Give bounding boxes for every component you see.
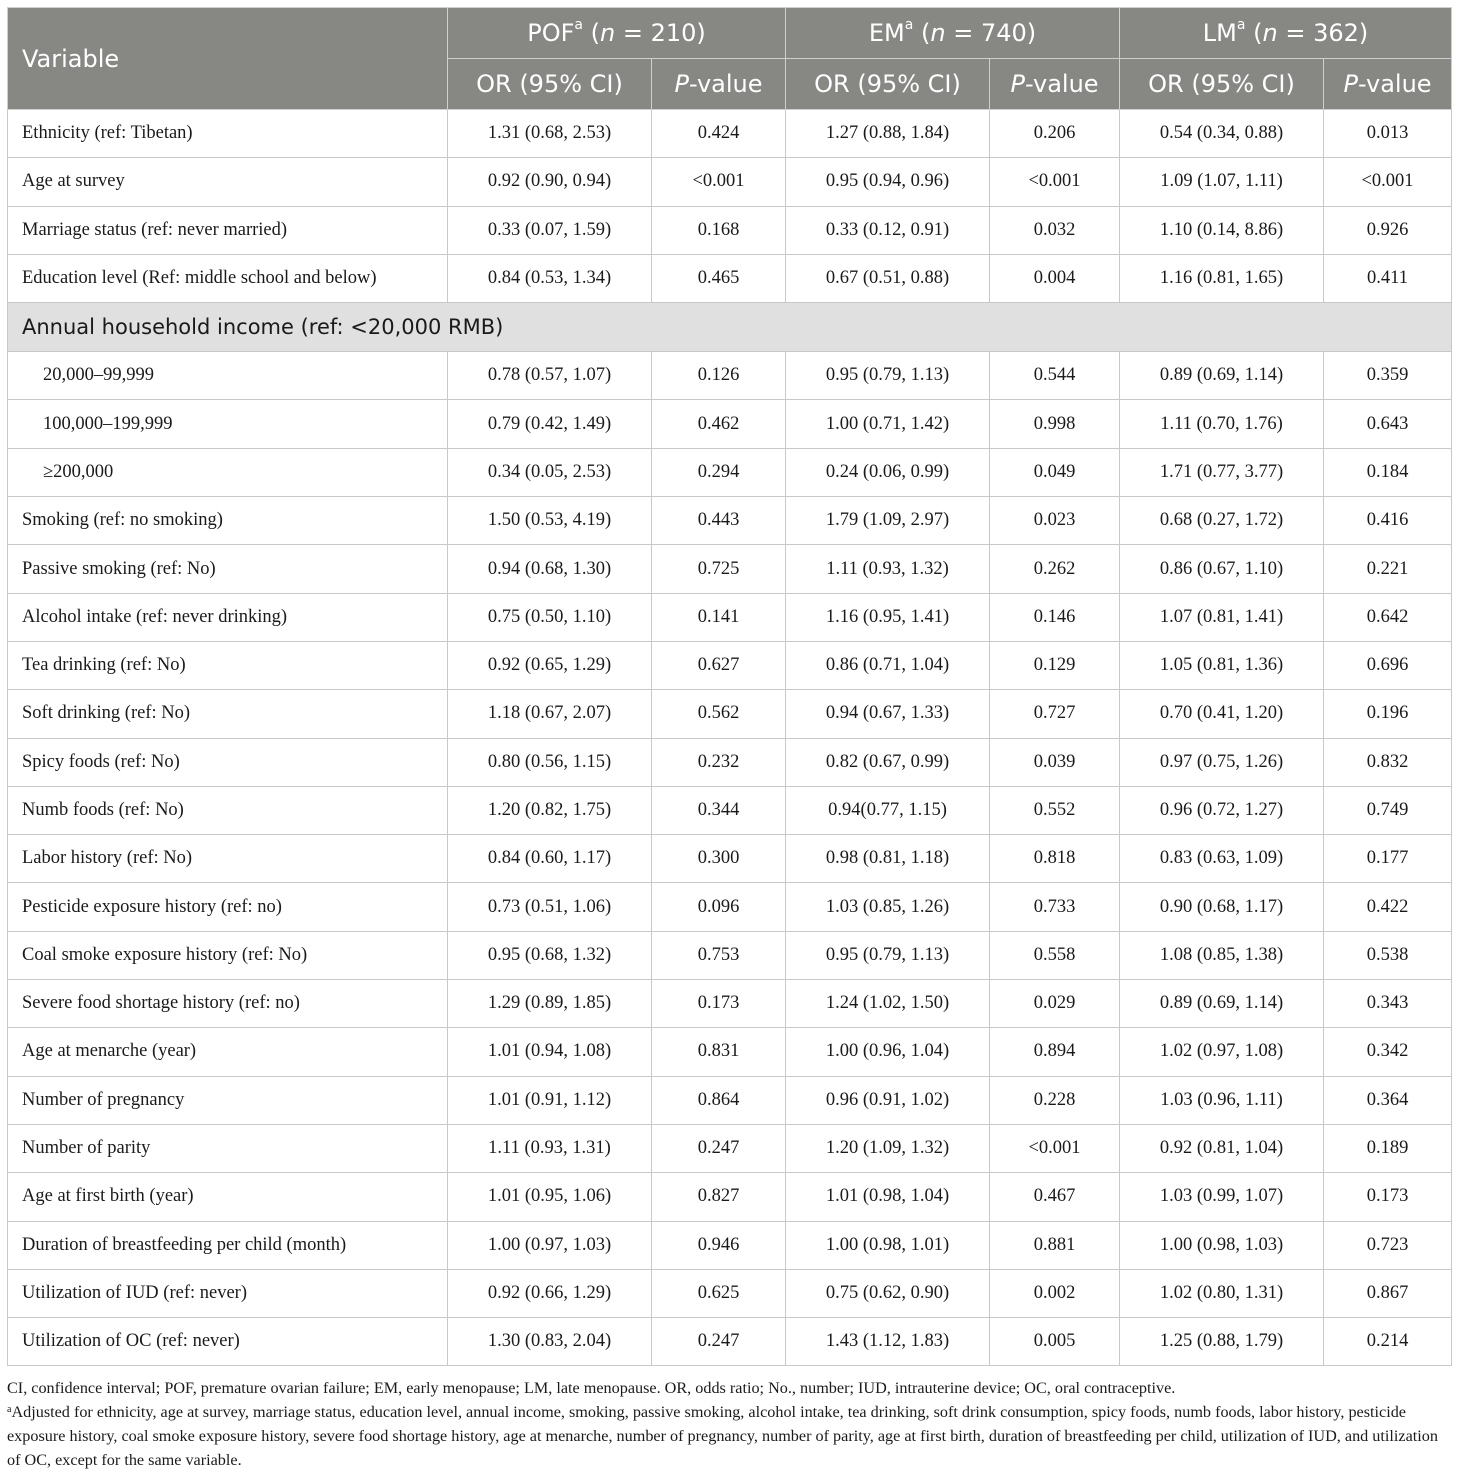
p-value-cell: 0.262 bbox=[990, 545, 1120, 593]
or-ci-cell: 1.08 (0.85, 1.38) bbox=[1120, 931, 1324, 979]
table-row bbox=[8, 931, 1452, 979]
or-ci-cell: 1.00 (0.71, 1.42) bbox=[786, 400, 990, 448]
p-value-cell: 0.005 bbox=[990, 1318, 1120, 1366]
p-value-cell: 0.168 bbox=[652, 206, 786, 254]
variable-label: Utilization of IUD (ref: never) bbox=[8, 1269, 448, 1317]
variable-label: Education level (Ref: middle school and below) bbox=[8, 254, 448, 302]
or-ci-cell: 0.95 (0.94, 0.96) bbox=[786, 158, 990, 206]
p-value-cell: <0.001 bbox=[652, 158, 786, 206]
p-value-cell: 0.032 bbox=[990, 206, 1120, 254]
table-row bbox=[8, 1173, 1452, 1221]
or-ci-cell: 0.95 (0.79, 1.13) bbox=[786, 931, 990, 979]
or-ci-cell: 1.00 (0.98, 1.03) bbox=[1120, 1221, 1324, 1269]
or-ci-cell: 0.95 (0.68, 1.32) bbox=[448, 931, 652, 979]
p-value-cell: 0.627 bbox=[652, 641, 786, 689]
p-value-cell: 0.946 bbox=[652, 1221, 786, 1269]
variable-label: Marriage status (ref: never married) bbox=[8, 206, 448, 254]
p-value-cell: 0.544 bbox=[990, 352, 1120, 400]
or-ci-cell: 0.80 (0.56, 1.15) bbox=[448, 738, 652, 786]
p-value-cell: 0.725 bbox=[652, 545, 786, 593]
p-value-cell: 0.642 bbox=[1324, 593, 1452, 641]
abbreviations-note: CI, confidence interval; POF, premature ovarian failure; EM, early menopause; LM, late menopause. OR, odds ratio; No., number; IUD, intrauterine device; OC, oral contraceptive. bbox=[7, 1379, 1176, 1397]
p-value-cell: 0.443 bbox=[652, 497, 786, 545]
variable-label: Coal smoke exposure history (ref: No) bbox=[8, 931, 448, 979]
section-label: Annual household income (ref: <20,000 RMB) bbox=[8, 303, 1452, 352]
group-header-pof: POF$^a$ (n = 210) bbox=[448, 8, 786, 59]
variable-label: Spicy foods (ref: No) bbox=[8, 738, 448, 786]
variable-column-header: Variable bbox=[8, 8, 448, 110]
variable-label: Age at menarche (year) bbox=[8, 1028, 448, 1076]
variable-label: Passive smoking (ref: No) bbox=[8, 545, 448, 593]
p-value-cell: 0.247 bbox=[652, 1318, 786, 1366]
p-value-cell: <0.001 bbox=[1324, 158, 1452, 206]
variable-label: Soft drinking (ref: No) bbox=[8, 690, 448, 738]
p-value-cell: 0.926 bbox=[1324, 206, 1452, 254]
variable-label: Alcohol intake (ref: never drinking) bbox=[8, 593, 448, 641]
variable-label: Severe food shortage history (ref: no) bbox=[8, 980, 448, 1028]
variable-label: Number of pregnancy bbox=[8, 1076, 448, 1124]
or-ci-cell: 0.68 (0.27, 1.72) bbox=[1120, 497, 1324, 545]
or-ci-cell: 1.01 (0.94, 1.08) bbox=[448, 1028, 652, 1076]
table-row bbox=[8, 738, 1452, 786]
or-ci-cell: 1.16 (0.95, 1.41) bbox=[786, 593, 990, 641]
p-value-cell: 0.228 bbox=[990, 1076, 1120, 1124]
p-value-cell: 0.416 bbox=[1324, 497, 1452, 545]
variable-label: Ethnicity (ref: Tibetan) bbox=[8, 110, 448, 158]
variable-label: Numb foods (ref: No) bbox=[8, 786, 448, 834]
p-value-cell: 0.343 bbox=[1324, 980, 1452, 1028]
table-row bbox=[8, 110, 1452, 158]
or-ci-cell: 1.27 (0.88, 1.84) bbox=[786, 110, 990, 158]
p-value-cell: 0.733 bbox=[990, 883, 1120, 931]
p-value-cell: 0.864 bbox=[652, 1076, 786, 1124]
p-value-cell: 0.424 bbox=[652, 110, 786, 158]
variable-label: Labor history (ref: No) bbox=[8, 835, 448, 883]
or-ci-cell: 1.11 (0.70, 1.76) bbox=[1120, 400, 1324, 448]
table-notes bbox=[7, 1376, 1455, 1472]
p-value-cell: 0.146 bbox=[990, 593, 1120, 641]
or-ci-cell: 1.00 (0.96, 1.04) bbox=[786, 1028, 990, 1076]
table-row bbox=[8, 1124, 1452, 1172]
or-ci-cell: 0.84 (0.53, 1.34) bbox=[448, 254, 652, 302]
or-ci-cell: 1.00 (0.97, 1.03) bbox=[448, 1221, 652, 1269]
p-value-cell: 0.196 bbox=[1324, 690, 1452, 738]
or-ci-cell: 0.89 (0.69, 1.14) bbox=[1120, 980, 1324, 1028]
or-ci-cell: 1.01 (0.95, 1.06) bbox=[448, 1173, 652, 1221]
or-ci-cell: 0.92 (0.66, 1.29) bbox=[448, 1269, 652, 1317]
p-value-cell: 0.998 bbox=[990, 400, 1120, 448]
p-value-cell: 0.462 bbox=[652, 400, 786, 448]
p-value-cell: 0.727 bbox=[990, 690, 1120, 738]
or-ci-cell: 0.84 (0.60, 1.17) bbox=[448, 835, 652, 883]
results-table-container bbox=[7, 7, 1451, 1366]
p-value-cell: 0.096 bbox=[652, 883, 786, 931]
table-row bbox=[8, 1318, 1452, 1366]
or-ci-cell: 1.01 (0.91, 1.12) bbox=[448, 1076, 652, 1124]
table-row bbox=[8, 593, 1452, 641]
variable-label: 100,000–199,999 bbox=[8, 400, 448, 448]
p-value-cell: <0.001 bbox=[990, 1124, 1120, 1172]
p-value-cell: 0.300 bbox=[652, 835, 786, 883]
p-value-cell: 0.723 bbox=[1324, 1221, 1452, 1269]
p-value-cell: 0.562 bbox=[652, 690, 786, 738]
or-ci-cell: 0.96 (0.72, 1.27) bbox=[1120, 786, 1324, 834]
table-row bbox=[8, 786, 1452, 834]
p-value-cell: 0.411 bbox=[1324, 254, 1452, 302]
p-value-cell: 0.221 bbox=[1324, 545, 1452, 593]
or-ci-cell: 1.09 (1.07, 1.11) bbox=[1120, 158, 1324, 206]
odds-ratio-table bbox=[7, 7, 1452, 1366]
or-ci-cell: 1.11 (0.93, 1.31) bbox=[448, 1124, 652, 1172]
p-value-cell: 0.538 bbox=[1324, 931, 1452, 979]
or-ci-cell: 0.97 (0.75, 1.26) bbox=[1120, 738, 1324, 786]
p-value-cell: 0.625 bbox=[652, 1269, 786, 1317]
variable-label: Tea drinking (ref: No) bbox=[8, 641, 448, 689]
table-row bbox=[8, 1028, 1452, 1076]
p-value-cell: 0.214 bbox=[1324, 1318, 1452, 1366]
p-value-cell: 0.867 bbox=[1324, 1269, 1452, 1317]
variable-label: Age at survey bbox=[8, 158, 448, 206]
p-value-cell: 0.342 bbox=[1324, 1028, 1452, 1076]
or-ci-cell: 1.05 (0.81, 1.36) bbox=[1120, 641, 1324, 689]
or-ci-cell: 0.34 (0.05, 2.53) bbox=[448, 448, 652, 496]
table-row bbox=[8, 352, 1452, 400]
or-ci-cell: 0.79 (0.42, 1.49) bbox=[448, 400, 652, 448]
p-value-cell: 0.359 bbox=[1324, 352, 1452, 400]
p-value-cell: 0.247 bbox=[652, 1124, 786, 1172]
table-row bbox=[8, 1076, 1452, 1124]
p-value-cell: 0.344 bbox=[652, 786, 786, 834]
p-value-cell: 0.141 bbox=[652, 593, 786, 641]
p-value-cell: 0.552 bbox=[990, 786, 1120, 834]
p-value-cell: 0.004 bbox=[990, 254, 1120, 302]
p-value-cell: 0.232 bbox=[652, 738, 786, 786]
p-value-cell: 0.049 bbox=[990, 448, 1120, 496]
p-value-cell: 0.831 bbox=[652, 1028, 786, 1076]
or-ci-cell: 1.03 (0.96, 1.11) bbox=[1120, 1076, 1324, 1124]
p-value-cell: 0.126 bbox=[652, 352, 786, 400]
table-body bbox=[8, 110, 1452, 1366]
p-value-cell: 0.173 bbox=[652, 980, 786, 1028]
or-ci-cell: 1.43 (1.12, 1.83) bbox=[786, 1318, 990, 1366]
or-ci-cell: 0.24 (0.06, 0.99) bbox=[786, 448, 990, 496]
or-ci-cell: 1.29 (0.89, 1.85) bbox=[448, 980, 652, 1028]
p-value-cell: 0.696 bbox=[1324, 641, 1452, 689]
or-ci-cell: 0.94 (0.68, 1.30) bbox=[448, 545, 652, 593]
or-ci-cell: 0.90 (0.68, 1.17) bbox=[1120, 883, 1324, 931]
group-header-lm: $LM^a$ (n = 362) bbox=[1120, 8, 1452, 59]
variable-label: Smoking (ref: no smoking) bbox=[8, 497, 448, 545]
p-value-cell: 0.818 bbox=[990, 835, 1120, 883]
or-ci-cell: 0.86 (0.67, 1.10) bbox=[1120, 545, 1324, 593]
table-row bbox=[8, 497, 1452, 545]
table-row bbox=[8, 835, 1452, 883]
p-value-cell: 0.206 bbox=[990, 110, 1120, 158]
or-ci-cell: 1.20 (1.09, 1.32) bbox=[786, 1124, 990, 1172]
p-value-cell: 0.184 bbox=[1324, 448, 1452, 496]
table-row bbox=[8, 448, 1452, 496]
or-ci-cell: 1.07 (0.81, 1.41) bbox=[1120, 593, 1324, 641]
or-ci-cell: 1.11 (0.93, 1.32) bbox=[786, 545, 990, 593]
or-ci-cell: 1.02 (0.97, 1.08) bbox=[1120, 1028, 1324, 1076]
p-value-cell: 0.177 bbox=[1324, 835, 1452, 883]
or-ci-cell: 0.83 (0.63, 1.09) bbox=[1120, 835, 1324, 883]
or-ci-cell: 0.54 (0.34, 0.88) bbox=[1120, 110, 1324, 158]
or-ci-cell: 1.71 (0.77, 3.77) bbox=[1120, 448, 1324, 496]
p-value-cell: 0.002 bbox=[990, 1269, 1120, 1317]
p-value-cell: 0.294 bbox=[652, 448, 786, 496]
or-ci-cell: 1.50 (0.53, 4.19) bbox=[448, 497, 652, 545]
or-ci-cell: 1.10 (0.14, 8.86) bbox=[1120, 206, 1324, 254]
table-row bbox=[8, 690, 1452, 738]
or-ci-cell: 1.20 (0.82, 1.75) bbox=[448, 786, 652, 834]
adjustment-footnote: $^a$Adjusted for ethnicity, age at survey, marriage status, education level, annual income, smoking, passive smoking, alcohol intake, tea drinking, soft drink consumption, spicy foods, numb foods, labor history, pesticide exposure history, coal smoke exposure history, severe food shortage history, age at menarche, number of pregnancy, number of parity, age at first birth, duration of breastfeeding per child, utilization of IUD, and utilization of OC, except for the same variable. bbox=[7, 1403, 1438, 1469]
or-ci-cell: 1.03 (0.85, 1.26) bbox=[786, 883, 990, 931]
or-ci-cell: 0.75 (0.62, 0.90) bbox=[786, 1269, 990, 1317]
or-ci-cell: 0.78 (0.57, 1.07) bbox=[448, 352, 652, 400]
table-row bbox=[8, 206, 1452, 254]
or-ci-cell: 1.25 (0.88, 1.79) bbox=[1120, 1318, 1324, 1366]
p-value-cell: 0.749 bbox=[1324, 786, 1452, 834]
or-ci-cell: 0.33 (0.07, 1.59) bbox=[448, 206, 652, 254]
p-value-cell: 0.827 bbox=[652, 1173, 786, 1221]
or-ci-header: OR (95% CI) bbox=[786, 59, 990, 110]
variable-label: Pesticide exposure history (ref: no) bbox=[8, 883, 448, 931]
variable-label: Duration of breastfeeding per child (month) bbox=[8, 1221, 448, 1269]
variable-label: Age at first birth (year) bbox=[8, 1173, 448, 1221]
or-ci-cell: 0.92 (0.81, 1.04) bbox=[1120, 1124, 1324, 1172]
p-value-header: P-value bbox=[652, 59, 786, 110]
or-ci-cell: 0.94(0.77, 1.15) bbox=[786, 786, 990, 834]
or-ci-cell: 1.01 (0.98, 1.04) bbox=[786, 1173, 990, 1221]
or-ci-header: OR (95% CI) bbox=[1120, 59, 1324, 110]
or-ci-cell: 0.86 (0.71, 1.04) bbox=[786, 641, 990, 689]
or-ci-cell: 0.96 (0.91, 1.02) bbox=[786, 1076, 990, 1124]
or-ci-header: OR (95% CI) bbox=[448, 59, 652, 110]
or-ci-cell: 0.75 (0.50, 1.10) bbox=[448, 593, 652, 641]
p-value-cell: <0.001 bbox=[990, 158, 1120, 206]
table-row bbox=[8, 254, 1452, 302]
or-ci-cell: 0.89 (0.69, 1.14) bbox=[1120, 352, 1324, 400]
or-ci-cell: 0.94 (0.67, 1.33) bbox=[786, 690, 990, 738]
table-row bbox=[8, 400, 1452, 448]
p-value-cell: 0.832 bbox=[1324, 738, 1452, 786]
group-header-em: $EM^a$ (n = 740) bbox=[786, 8, 1120, 59]
p-value-cell: 0.189 bbox=[1324, 1124, 1452, 1172]
p-value-cell: 0.558 bbox=[990, 931, 1120, 979]
or-ci-cell: 0.70 (0.41, 1.20) bbox=[1120, 690, 1324, 738]
or-ci-cell: 1.02 (0.80, 1.31) bbox=[1120, 1269, 1324, 1317]
section-row-income bbox=[8, 303, 1452, 352]
or-ci-cell: 0.67 (0.51, 0.88) bbox=[786, 254, 990, 302]
or-ci-cell: 0.33 (0.12, 0.91) bbox=[786, 206, 990, 254]
or-ci-cell: 1.16 (0.81, 1.65) bbox=[1120, 254, 1324, 302]
or-ci-cell: 1.79 (1.09, 2.97) bbox=[786, 497, 990, 545]
or-ci-cell: 1.31 (0.68, 2.53) bbox=[448, 110, 652, 158]
p-value-cell: 0.129 bbox=[990, 641, 1120, 689]
or-ci-cell: 0.82 (0.67, 0.99) bbox=[786, 738, 990, 786]
p-value-cell: 0.643 bbox=[1324, 400, 1452, 448]
or-ci-cell: 0.92 (0.65, 1.29) bbox=[448, 641, 652, 689]
p-value-cell: 0.753 bbox=[652, 931, 786, 979]
p-value-cell: 0.422 bbox=[1324, 883, 1452, 931]
p-value-cell: 0.881 bbox=[990, 1221, 1120, 1269]
variable-label: 20,000–99,999 bbox=[8, 352, 448, 400]
or-ci-cell: 0.95 (0.79, 1.13) bbox=[786, 352, 990, 400]
p-value-cell: 0.013 bbox=[1324, 110, 1452, 158]
table-header bbox=[8, 8, 1452, 110]
table-row bbox=[8, 641, 1452, 689]
table-row bbox=[8, 980, 1452, 1028]
or-ci-cell: 0.73 (0.51, 1.06) bbox=[448, 883, 652, 931]
p-value-header: P-value bbox=[1324, 59, 1452, 110]
p-value-cell: 0.467 bbox=[990, 1173, 1120, 1221]
table-row bbox=[8, 883, 1452, 931]
table-row bbox=[8, 158, 1452, 206]
or-ci-cell: 0.98 (0.81, 1.18) bbox=[786, 835, 990, 883]
or-ci-cell: 1.00 (0.98, 1.01) bbox=[786, 1221, 990, 1269]
p-value-cell: 0.039 bbox=[990, 738, 1120, 786]
p-value-header: P-value bbox=[990, 59, 1120, 110]
table-row bbox=[8, 1269, 1452, 1317]
or-ci-cell: 1.18 (0.67, 2.07) bbox=[448, 690, 652, 738]
p-value-cell: 0.029 bbox=[990, 980, 1120, 1028]
or-ci-cell: 0.92 (0.90, 0.94) bbox=[448, 158, 652, 206]
variable-label: Number of parity bbox=[8, 1124, 448, 1172]
p-value-cell: 0.023 bbox=[990, 497, 1120, 545]
p-value-cell: 0.894 bbox=[990, 1028, 1120, 1076]
or-ci-cell: 1.30 (0.83, 2.04) bbox=[448, 1318, 652, 1366]
p-value-cell: 0.173 bbox=[1324, 1173, 1452, 1221]
p-value-cell: 0.364 bbox=[1324, 1076, 1452, 1124]
table-row bbox=[8, 1221, 1452, 1269]
or-ci-cell: 1.03 (0.99, 1.07) bbox=[1120, 1173, 1324, 1221]
table-row bbox=[8, 545, 1452, 593]
variable-label: ≥200,000 bbox=[8, 448, 448, 496]
or-ci-cell: 1.24 (1.02, 1.50) bbox=[786, 980, 990, 1028]
variable-label: Utilization of OC (ref: never) bbox=[8, 1318, 448, 1366]
p-value-cell: 0.465 bbox=[652, 254, 786, 302]
